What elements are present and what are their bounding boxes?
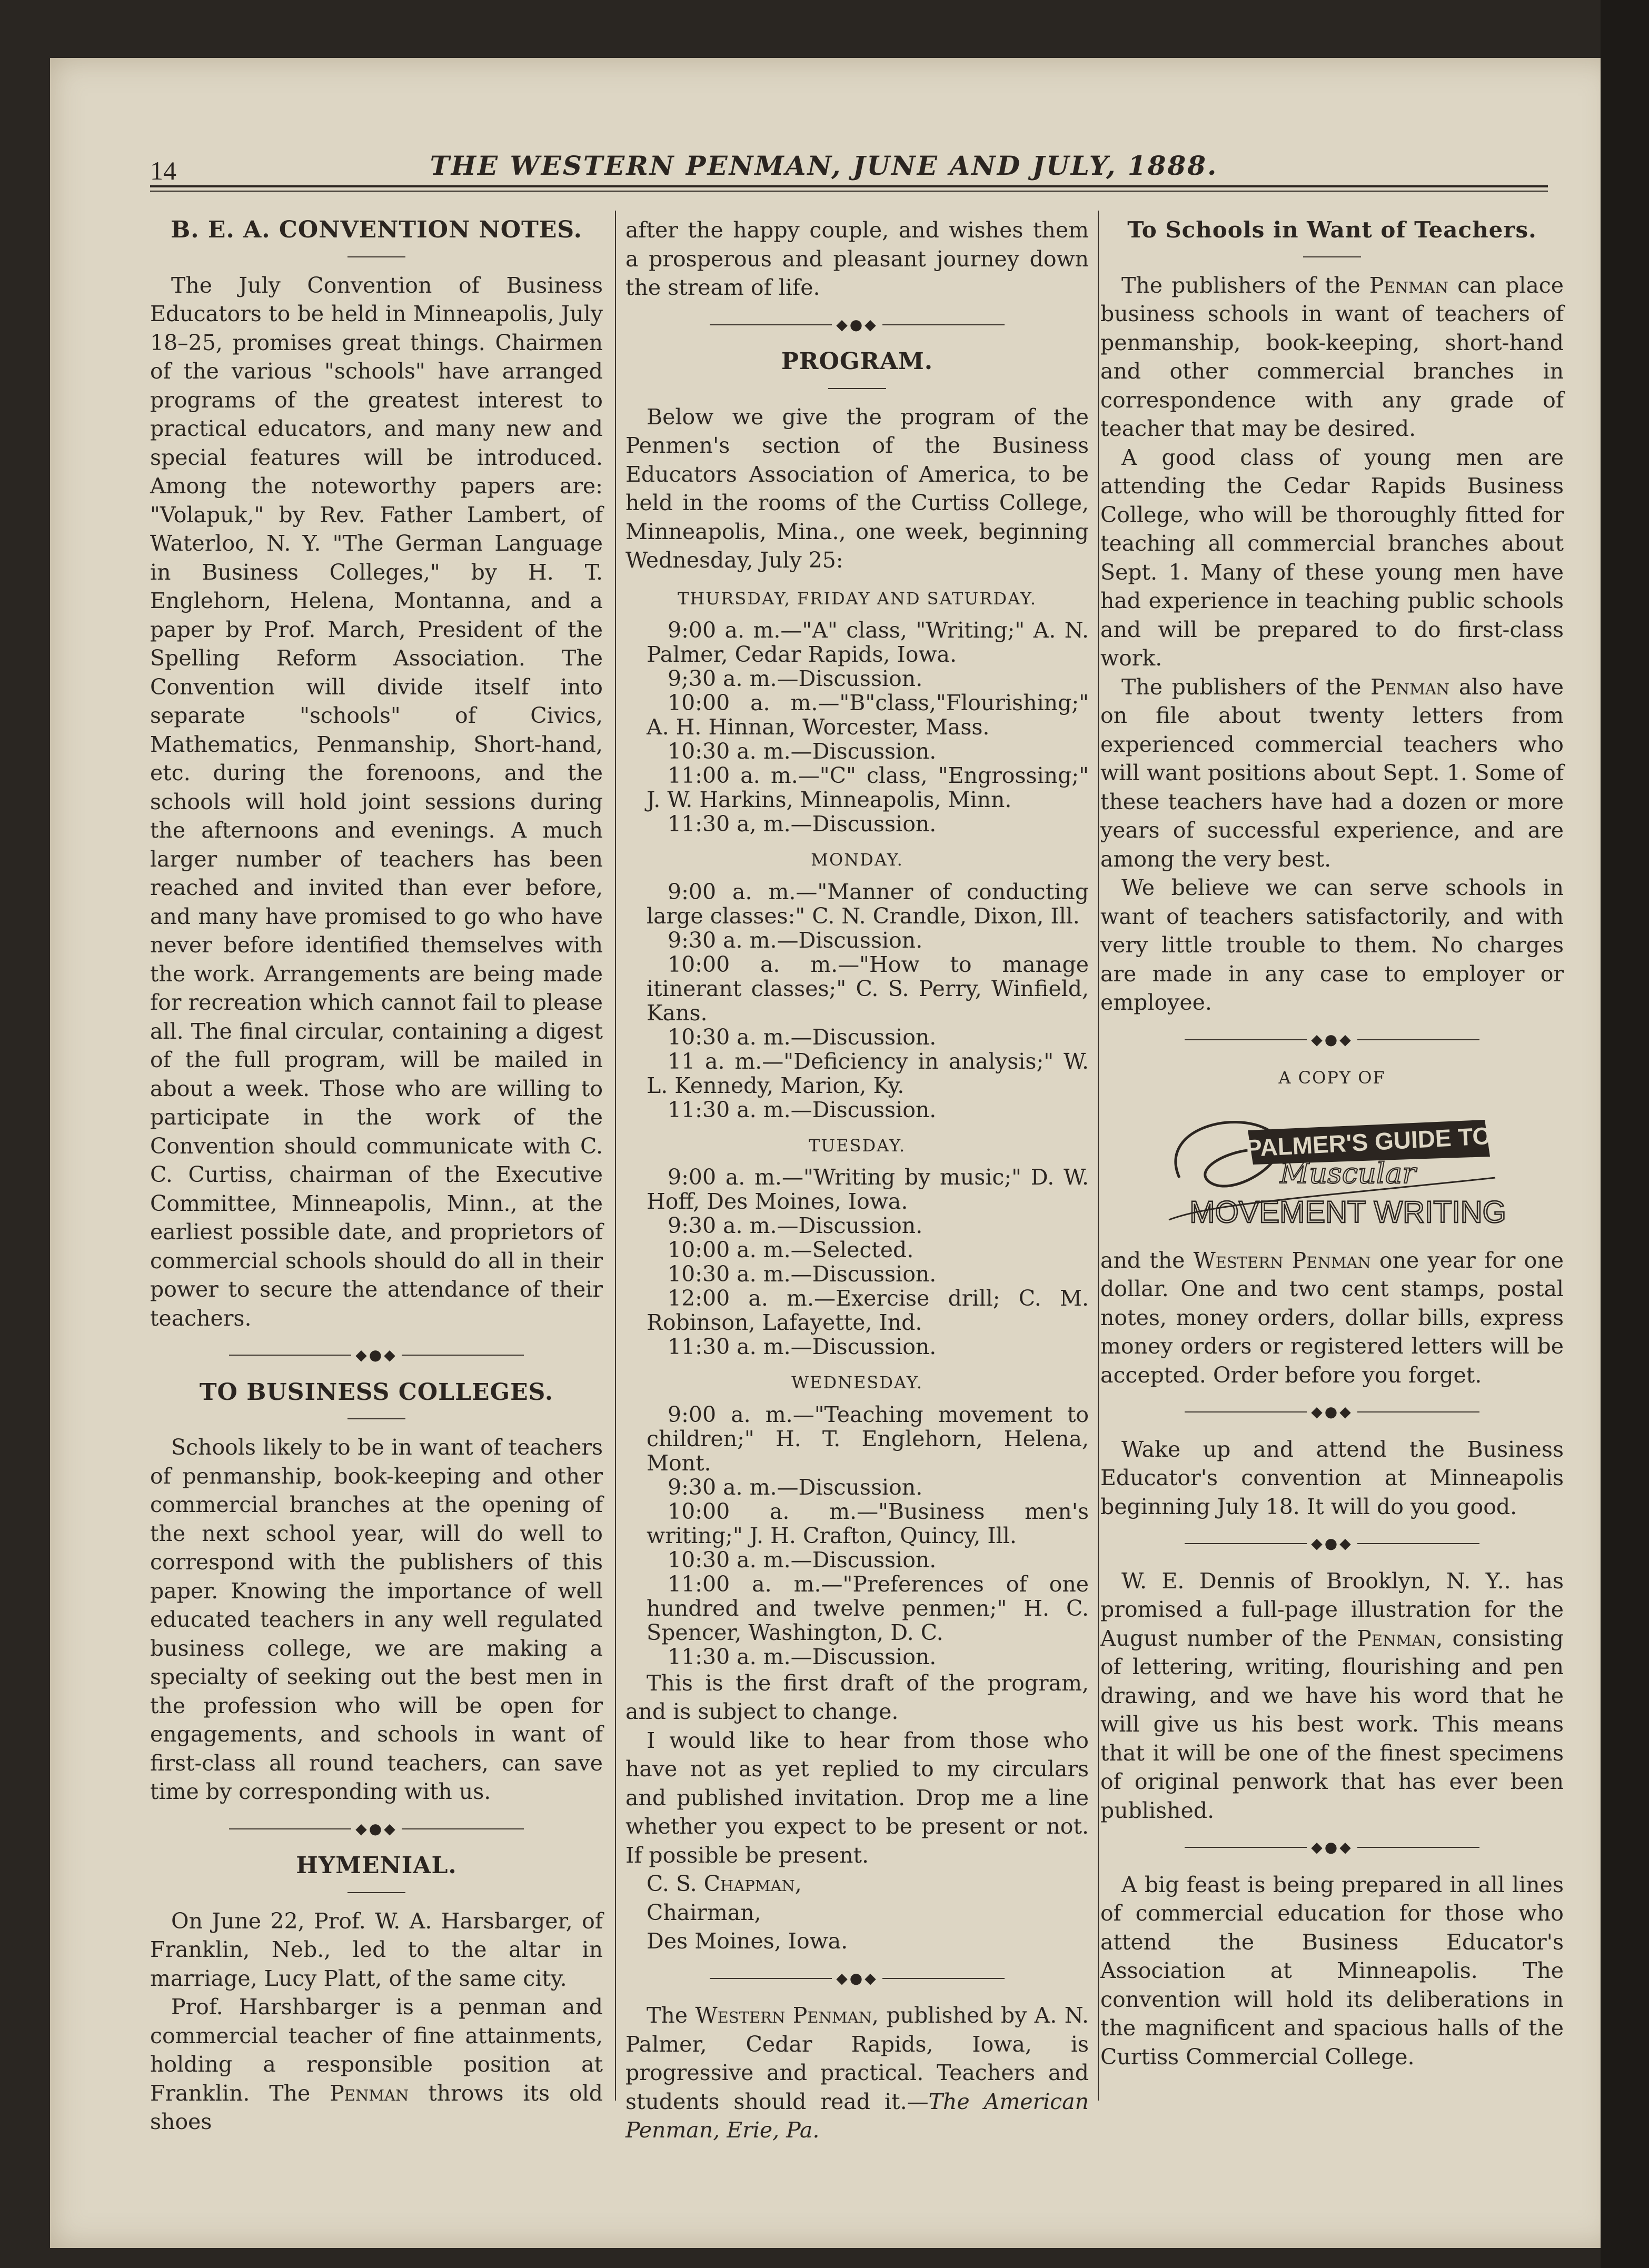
program-item: 9:30 a. m.—Discussion. [668,1474,923,1500]
column-divider [1098,211,1099,2101]
ornament-divider: ◆●◆ [229,1815,524,1844]
ornament-divider: ◆●◆ [1185,1833,1479,1862]
short-rule [828,388,886,389]
program-schedule [625,584,1089,1669]
program-item: 10:30 a. m.—Discussion. [668,1261,937,1287]
program-heading: PROGRAM. [781,348,933,375]
logo-banner-text: PALMER'S GUIDE TO [1245,1121,1492,1162]
short-rule [1303,256,1361,257]
header-rule [150,185,1548,187]
teachers-paragraph-3: The publishers of the Penman also have on file about twenty letters from experienced commercial teachers who will want positions about Sept. 1. Some of these teachers have had a dozen or more years of successful experience, and are among the very best. [1100,674,1564,872]
business-colleges-paragraph: Schools likely to be in want of teachers of penmanship, book-keeping and other commercial branches at the opening of the next school year, will do well to correspond with the publishers of this paper. Knowing the importance of well educated teachers in any well regulated business college, we are making a specialty of seeking out the best men in the profession who will be open for engagements, and schools in want of first-class all round teachers, can save time by corresponding with us. [150,1435,603,1804]
program-item: 11:30 a, m.—Discussion. [668,811,937,837]
feast-paragraph: A big feast is being prepared in all lines of commercial education for those who attend the Business Educator's Association at Minneapolis. The convention will hold its deliberations in the magnificent and spacious halls of the Curtiss Commercial College. [1100,1872,1564,2070]
palmers-guide-logo [1148,1099,1516,1236]
program-item: 11:30 a. m.—Discussion. [668,1097,937,1122]
logo-script-text: Muscular [1279,1156,1416,1190]
program-day-label: WEDNESDAY. [791,1372,923,1392]
ornament-divider: ◆●◆ [1185,1026,1479,1055]
column-1 [150,216,603,2136]
masthead-title: THE WESTERN PENMAN, JUNE AND JULY, 1888. [430,150,1218,181]
ornament-divider: ◆●◆ [710,311,1005,340]
wake-up-paragraph: Wake up and attend the Business Educator's convention at Minneapolis beginning July 18. It will do you good. [1100,1436,1564,1519]
ornament-divider: ◆●◆ [1185,1398,1479,1427]
program-item: 10:00 a. m.—"B"class,"Flourishing;" A. H. Hinnan, Worcester, Mass. [647,690,1089,740]
program-item: 9;30 a. m.—Discussion. [668,666,923,691]
ornament-divider: ◆●◆ [1185,1529,1479,1558]
signature-title: Chairman, [647,1899,761,1925]
program-intro: Below we give the program of the Penmen's section of the Business Educators Association of America, to be held in the rooms of the Curtiss College, Minneapolis, Mina., one week, beginning Wednesday, July 25: [625,404,1089,573]
program-draft-note: This is the first draft of the program, and is subject to change. [625,1670,1089,1724]
program-item: 11:30 a. m.—Discussion. [668,1334,937,1359]
program-item: 9:00 a. m.—"Writing by music;" D. W. Hoff, Des Moines, Iowa. [647,1165,1089,1214]
program-item: 12:00 a. m.—Exercise drill; C. M. Robinson, Lafayette, Ind. [647,1286,1089,1335]
dennis-paragraph: W. E. Dennis of Brooklyn, N. Y.. has promised a full-page illustration for the August number of the Penman, consisting of lettering, writing, flourishing and pen drawing, and we have his word that he will give us his best work. This means that it will be one of the finest specimens of original penwork that has ever been published. [1100,1568,1564,1823]
ornament-divider: ◆●◆ [710,1964,1005,1993]
western-penman-notice: The Western Penman, published by A. N. Palmer, Cedar Rapids, Iowa, is progressive and practical. Teachers and students should read it.—The American Penman, Erie, Pa. [625,2003,1089,2143]
hymenial-heading: HYMENIAL. [296,1852,457,1879]
program-item: 11:30 a. m.—Discussion. [668,1644,937,1669]
guide-offer-paragraph: and the Western Penman one year for one dollar. One and two cent stamps, postal notes, money orders, dollar bills, express money orders or registered letters will be accepted. Order before you forget. [1100,1247,1564,1388]
short-rule [347,1418,405,1419]
program-day-label: THURSDAY, FRIDAY AND SATURDAY. [677,588,1037,609]
program-item: 10:00 a. m.—Selected. [668,1237,914,1262]
program-item: 10:30 a. m.—Discussion. [668,739,937,764]
program-item: 9:00 a. m.—"A" class, "Writing;" A. N. Palmer, Cedar Rapids, Iowa. [647,618,1089,667]
program-item: 11:00 a. m.—"C" class, "Engrossing;" J. W. Harkins, Minneapolis, Minn. [647,763,1089,812]
program-item: 10:00 a. m.—"Business men's writing;" J. H. Crafton, Quincy, Ill. [647,1498,1089,1548]
signature-name: C. S. Chapman, [647,1871,802,1896]
logo-movement-text: MOVEMENT WRITING [1189,1195,1506,1229]
hymenial-continuation: after the happy couple, and wishes them a prosperous and pleasant journey down the stream of life. [625,217,1089,300]
program-item: 9:00 a. m.—"Teaching movement to children;" H. T. Englehorn, Helena, Mont. [647,1401,1089,1476]
teachers-paragraph-2: A good class of young men are attending the Cedar Rapids Business College, who will be thoroughly fitted for teaching all commercial branches about Sept. 1. Many of these young men have had experience in teaching public schools and will be prepared to do first-class work. [1100,444,1564,671]
program-item: 9:00 a. m.—"Manner of conducting large classes:" C. N. Crandle, Dixon, Ill. [647,879,1089,929]
teachers-heading: To Schools in Want of Teachers. [1127,217,1537,243]
short-rule [347,1892,405,1893]
hymenial-paragraph-1: On June 22, Prof. W. A. Harsbarger, of Franklin, Neb., led to the altar in marriage, Lucy Platt, of the same city. [150,1908,603,1991]
business-colleges-heading: TO BUSINESS COLLEGES. [199,1378,554,1406]
program-item: 9:30 a. m.—Discussion. [668,1213,923,1238]
signature-place: Des Moines, Iowa. [647,1928,848,1954]
program-reply-request: I would like to hear from those who have not as yet replied to my circulars and published invitation. Drop me a line whether you expect to be present or not. If possible be present. [625,1727,1089,1868]
short-rule [347,256,405,257]
hymenial-paragraph-2: Prof. Harshbarger is a penman and commercial teacher of fine attainments, holding a responsible position at Franklin. The Penman throws its old shoes [150,1994,603,2134]
program-item: 10:30 a. m.—Discussion. [668,1024,937,1050]
copy-of-label: A COPY OF [1278,1068,1386,1088]
bea-notes-heading: B. E. A. CONVENTION NOTES. [171,216,582,243]
program-day-label: MONDAY. [811,850,903,870]
program-item: 11:00 a. m.—"Preferences of one hundred and twelve penmen;" H. C. Spencer, Washington, D. C. [647,1571,1089,1645]
teachers-paragraph-4: We believe we can serve schools in want of teachers satisfactorily, and with very little trouble to them. No charges are made in any case to employer or employee. [1100,875,1564,1015]
scan-edge [1601,0,1649,2268]
program-item: 10:30 a. m.—Discussion. [668,1547,937,1573]
page-number: 14 [150,156,176,185]
column-3 [1100,216,1564,2071]
program-item: 11 a. m.—"Deficiency in analysis;" W. L. Kennedy, Marion, Ky. [647,1048,1089,1098]
ornament-divider: ◆●◆ [229,1341,524,1370]
bea-notes-paragraph: The July Convention of Business Educators to be held in Minneapolis, July 18–25, promises great things. Chairmen of the various "schools" have arranged programs of the greatest interest to practical educators, and many new and special features will be introduced. Among the noteworthy papers are: "Volapuk," by Rev. Father Lambert, of Waterloo, N. Y. "The German Language in Business Colleges," by H. T. Englehorn, Helena, Montanna, and a paper by Prof. March, President of the Spelling Reform Association. The Convention will divide itself into separate "schools" of Civics, Mathematics, Penmanship, Short-hand, etc. during the forenoons, and the schools will hold joint sessions during the afternoons and evenings. A much larger number of teachers has been reached and invited than ever before, and many have promised to go who have never before identified themselves with the work. Arrangements are being made for recreation which cannot fail to please all. The final circular, containing a digest of the full program, will be mailed in about a week. Those who are willing to participate in the work of the Convention should communicate with C. C. Curtiss, chairman of the Executive Committee, Minneapolis, Minn., at the earliest possible date, and proprietors of commercial schools should do all in their power to secure the attendance of their teachers. [150,272,603,1331]
column-divider [615,211,616,2101]
program-item: 10:00 a. m.—"How to manage itinerant classes;" C. S. Perry, Winfield, Kans. [647,951,1089,1026]
program-day-label: TUESDAY. [808,1135,906,1156]
header-rule-thin [150,191,1548,192]
program-item: 9:30 a. m.—Discussion. [668,927,923,953]
teachers-paragraph-1: The publishers of the Penman can place business schools in want of teachers of penmanship, book-keeping, short-hand and other commercial branches in correspondence with any grade of teacher that may be desired. [1100,272,1564,441]
column-2 [625,216,1089,2145]
